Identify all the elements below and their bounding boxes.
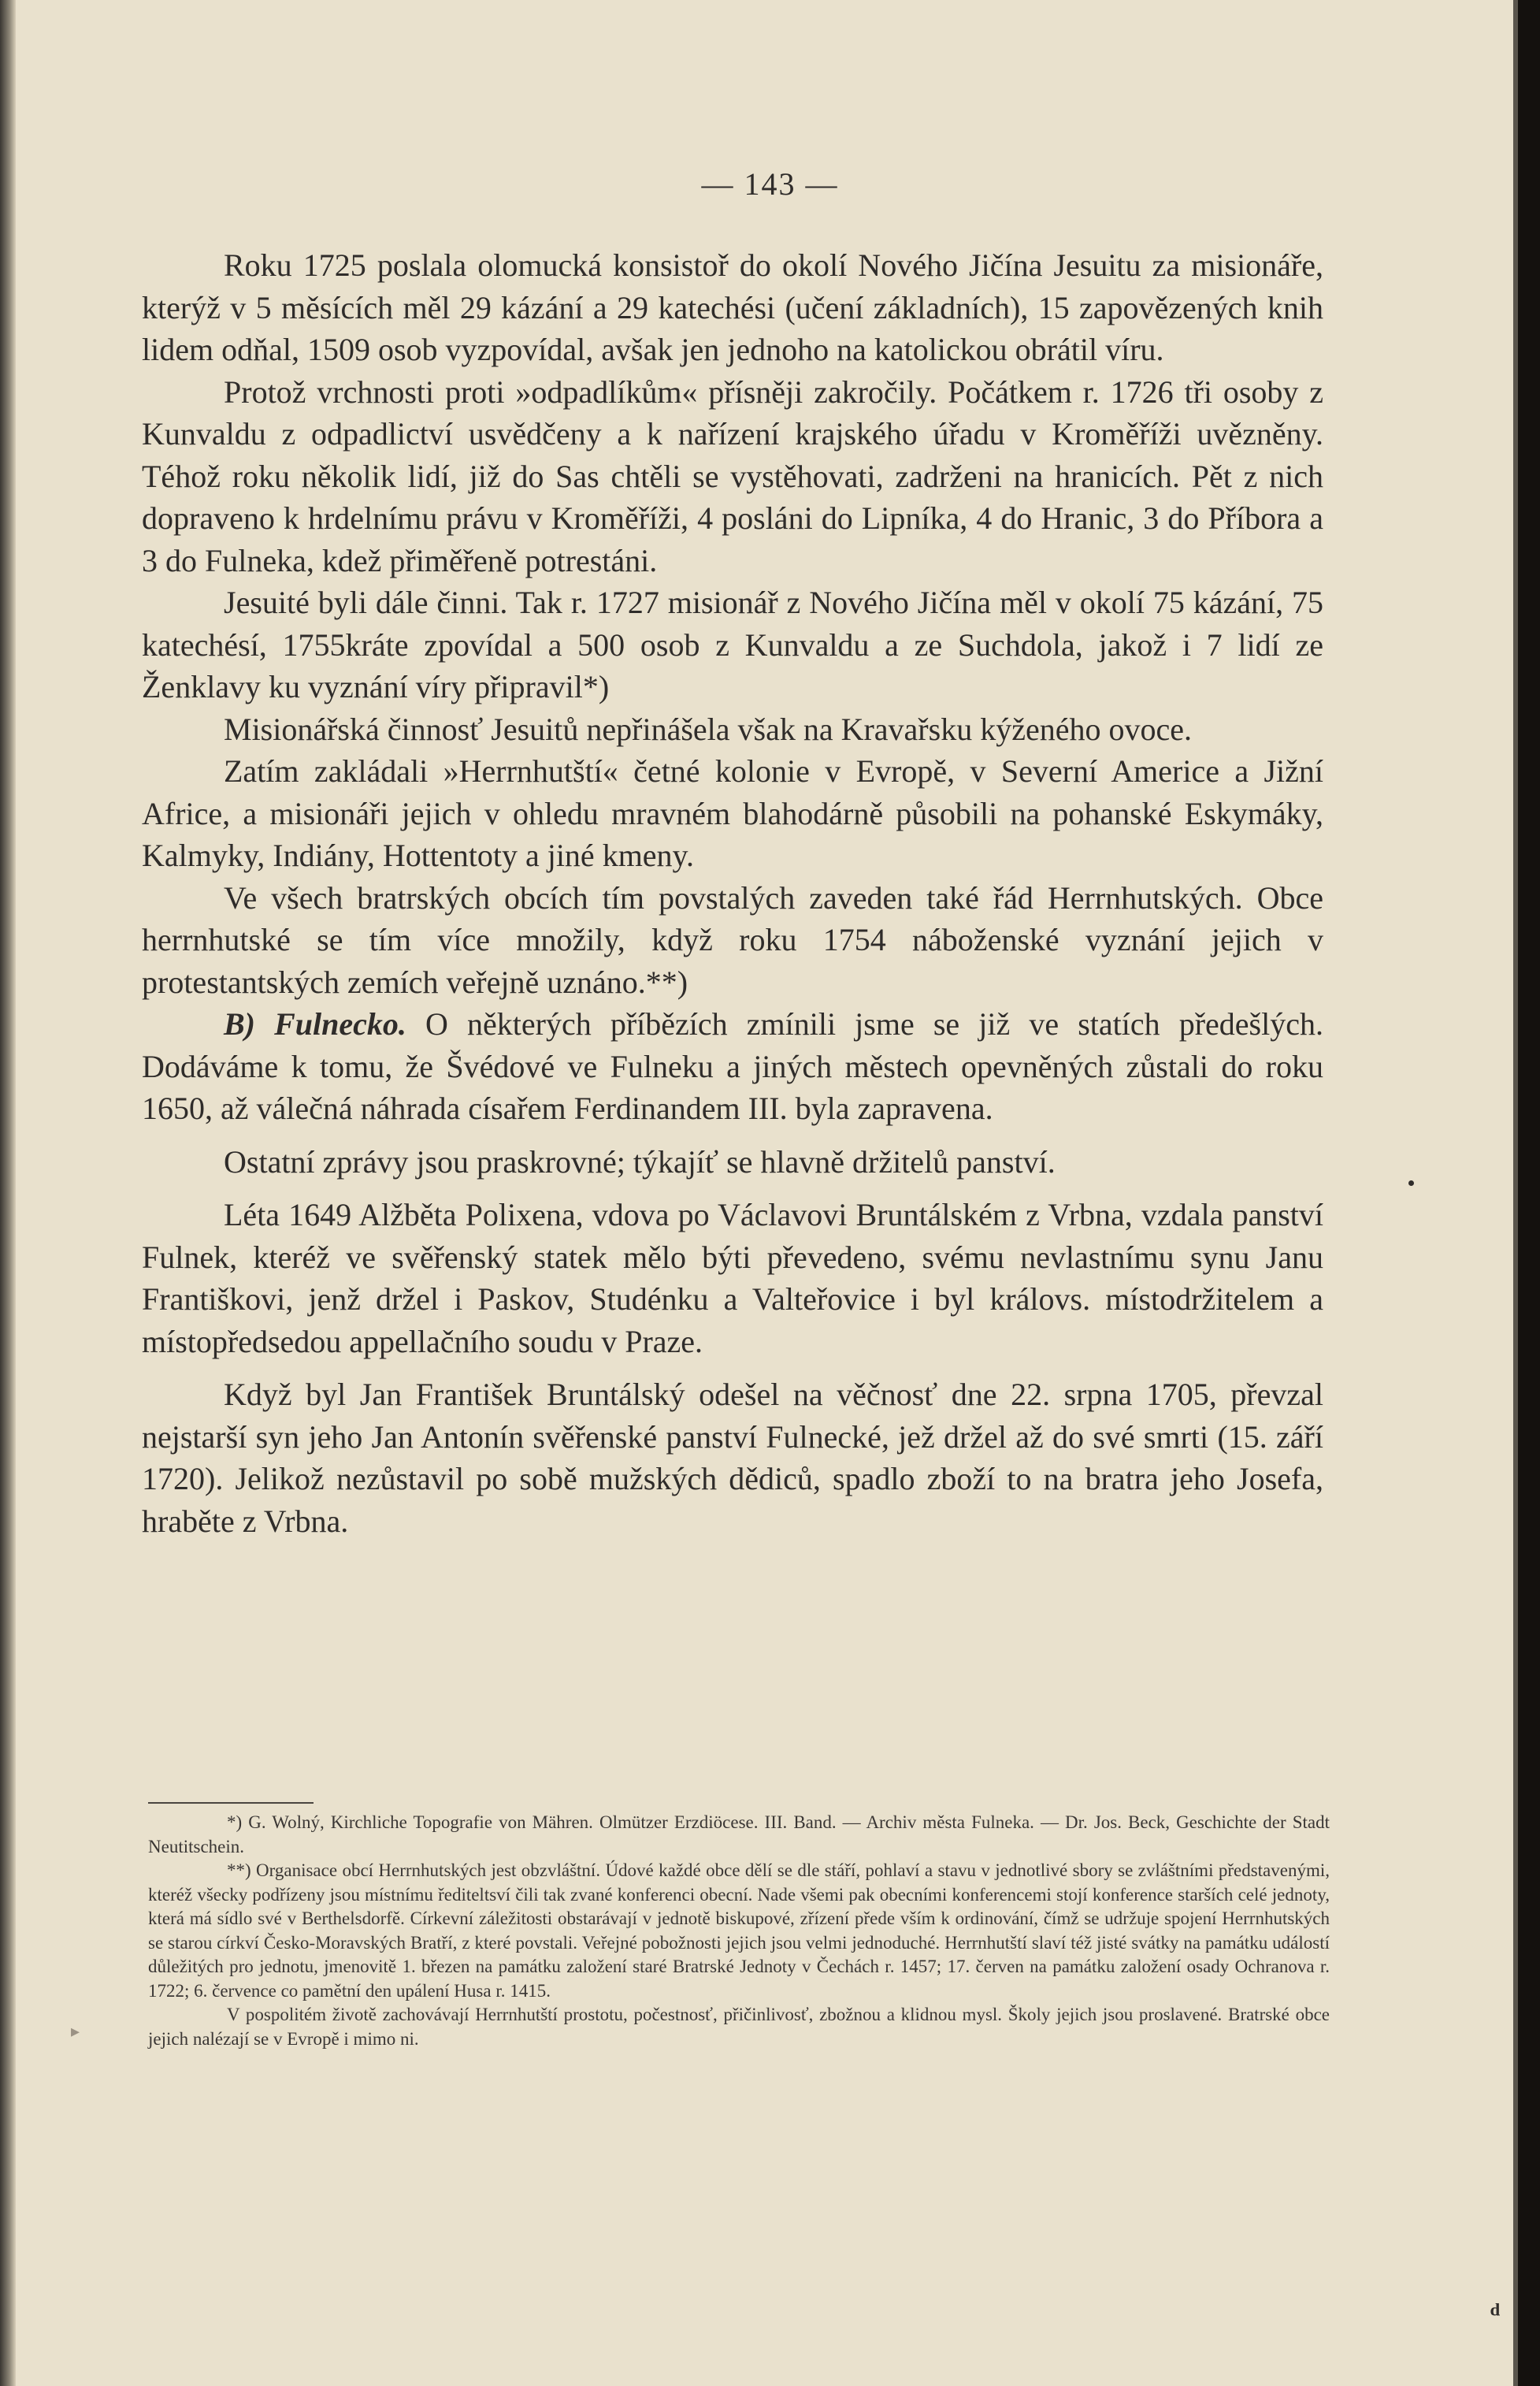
footnotes bbox=[148, 1811, 1330, 2051]
page-number: — 143 — bbox=[701, 166, 839, 202]
margin-dot bbox=[1408, 1180, 1414, 1186]
paragraph-4: Misionářská činnosť Jesuitů nepřinášela však na Kravařsku kýženého ovoce. bbox=[224, 711, 1192, 747]
section-heading: B) Fulnecko. bbox=[224, 1006, 406, 1042]
page-right-edge bbox=[1518, 0, 1540, 2386]
margin-arrow-mark: ▸ bbox=[71, 2021, 80, 2041]
paragraph-6: Ve všech bratrských obcích tím povstalých zaveden také řád Herrnhutských. Obce herrnhutské se tím více množily, když roku 1754 náboženské vyznání jejich v protestantských zemích veřejně uznáno.**) bbox=[142, 879, 1323, 1000]
footnote-1: *) G. Wolný, Kirchliche Topografie von Mähren. Olmützer Erzdiöcese. III. Band. — Archiv města Fulneka. — Dr. Jos. Beck, Geschichte der Stadt Neutitschein. bbox=[148, 1812, 1330, 1856]
footnote-3: V pospolitém životě zachovávají Herrnhutští prostotu, počestnosť, přičinlivosť, zbožnou a klidnou mysl. Školy jejich jsou proslavené. Bratrské obce jejich nalézají se v Evropě i mimo ni. bbox=[148, 2005, 1330, 2049]
paragraph-9: Léta 1649 Alžběta Polixena, vdova po Václavovi Bruntálském z Vrbna, vzdala panství Fulnek, kteréž ve svěřenský statek mělo býti převedeno, svému nevlastnímu synu Janu Františkovi, jenž držel i Paskov, Studénku a Valteřovice i byl královs. místodržitelem a místopředsedou appellačního soudu v Praze. bbox=[142, 1197, 1323, 1359]
section-text: O některých příbězích zmínili jsme se již ve statích předešlých. Dodáváme k tomu, že Švédové ve Fulneku a jiných městech opevněných zůstali do roku 1650, až válečná náhrada císařem Ferdinandem III. byla zapravena. bbox=[142, 1006, 1323, 1126]
footnote-divider bbox=[148, 1802, 314, 1804]
corner-mark: ᵈ bbox=[1490, 2298, 1501, 2331]
paragraph-section-fulnecko bbox=[142, 1003, 1323, 1130]
paragraph-3: Jesuité byli dále činni. Tak r. 1727 misionář z Nového Jičína měl v okolí 75 kázání, 75 katechésí, 1755kráte zpovídal a 500 osob z Kunvaldu a ze Suchdola, jakož i 7 lidí ze Ženklavy ku vyznání víry připravil*) bbox=[142, 585, 1323, 704]
paragraph-1: Roku 1725 poslala olomucká konsistoř do okolí Nového Jičína Jesuitu za misionáře, kterýž v 5 měsících měl 29 kázání a 29 katechési (učení základních), 15 zapovězených knih lidem odňal, 1509 osob vyzpovídal, avšak jen jednoho na katolickou obrátil víru. bbox=[142, 247, 1323, 367]
page-binding-edge bbox=[0, 0, 16, 2386]
paragraph-8: Ostatní zprávy jsou praskrovné; týkajíť se hlavně držitelů panství. bbox=[224, 1143, 1056, 1180]
footnote-2: **) Organisace obcí Herrnhutských jest obzvláštní. Údové každé obce dělí se dle stáří, pohlaví a stavu v jednotlivé sbory se zvláštními představenými, kteréž všecky podřízeny jsou místnímu řediteltsví čili tak zvané konferenci obecní. Nade všemi pak obecními konferencemi stojí konference starších celé jednoty, která má sídlo své v Berthelsdorfě. Církevní záležitosti obstarávají v jednotě biskupové, zřízení přede vším k ordinování, čímž se udržuje spojení Herrnhutských se starou církví Česko-Moravských Bratří, z které povstali. Veřejné pobožnosti jejich jsou velmi jednoduché. Herrnhutští slaví též jisté svátky na památku událostí důležitých pro jednotu, jmenovitě 1. březen na památku založení staré Bratrské Jednoty v Čechách r. 1457; 17. červen na památku založení osady Ochranova r. 1722; 6. července co pamětní den upálení Husa r. 1415. bbox=[148, 1860, 1330, 2001]
paragraph-5: Zatím zakládali »Herrnhutští« četné kolonie v Evropě, v Severní Americe a Jižní Africe, a misionáři jejich v ohledu mravném blahodárně působili na pohanské Eskymáky, Kalmyky, Indiány, Hottentoty a jiné kmeny. bbox=[142, 753, 1323, 873]
paragraph-2: Protož vrchnosti proti »odpadlíkům« přísněji zakročily. Počátkem r. 1726 tři osoby z Kunvaldu z odpadlictví usvědčeny a k nařízení krajského úřadu v Kroměříži uvězněny. Téhož roku několik lidí, již do Sas chtěli se vystěhovati, zadrženi na hranicích. Pět z nich dopraveno k hrdelnímu právu v Kroměříži, 4 posláni do Lipníka, 4 do Hranic, 3 do Příbora a 3 do Fulneka, kdež přiměřeně potrestáni. bbox=[142, 374, 1323, 578]
paragraph-10: Když byl Jan František Bruntálský odešel na věčnosť dne 22. srpna 1705, převzal nejstarší syn jeho Jan Antonín svěřenské panství Fulnecké, jež držel až do své smrti (15. září 1720). Jelikož nezůstavil po sobě mužských dědiců, spadlo zboží to na bratra jeho Josefa, hraběte z Vrbna. bbox=[142, 1377, 1323, 1539]
main-text bbox=[142, 244, 1323, 1542]
